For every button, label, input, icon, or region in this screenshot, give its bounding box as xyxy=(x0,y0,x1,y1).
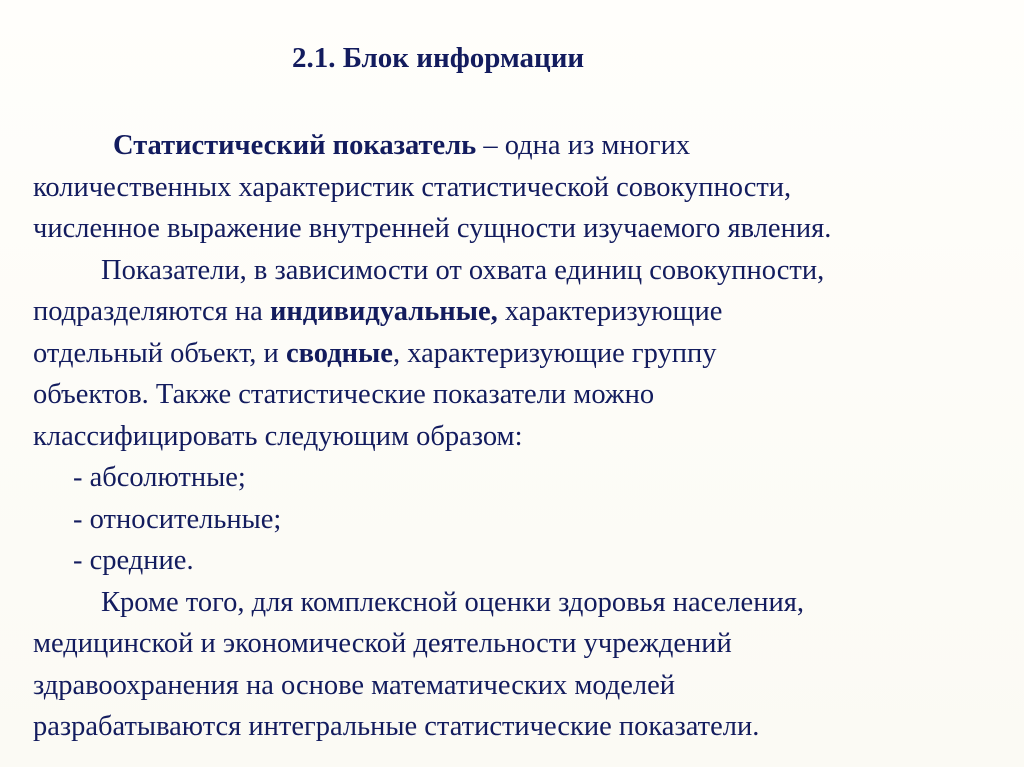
paragraph-2-line-4: объектов. Также статистические показатели можно xyxy=(33,379,655,410)
paragraph-2-line-1: Показатели, в зависимости от охвата единиц совокупности, xyxy=(101,254,825,286)
paragraph-2-line-3 xyxy=(33,333,1008,375)
paragraph-2-line-2-end: характеризующие xyxy=(497,296,723,327)
term-individual: индивидуальные, xyxy=(269,296,498,327)
paragraph-1-line-1 xyxy=(33,125,1008,167)
list-item-relative: - относительные; xyxy=(73,503,282,535)
paragraph-1-line-3: численное выражение внутренней сущности изучаемого явления. xyxy=(33,213,832,244)
slide-body xyxy=(33,125,1008,748)
paragraph-2-line-2-start: подразделяются на xyxy=(33,296,270,327)
paragraph-2-line-2 xyxy=(33,291,1008,333)
paragraph-2-line-3-start: отдельный объект, и xyxy=(33,337,286,369)
term-summary: сводные xyxy=(285,337,393,369)
paragraph-3-line-3: здравоохранения на основе математических моделей xyxy=(33,669,676,701)
paragraph-2-line-5: классифицировать следующим образом: xyxy=(33,420,523,452)
paragraph-3-line-1: Кроме того, для комплексной оценки здоровья населения, xyxy=(101,586,804,618)
paragraph-1-line-2: количественных характеристик статистической совокупности, xyxy=(33,171,792,203)
list-item-absolute: - абсолютные; xyxy=(73,462,246,493)
paragraph-1-line-1-rest: – одна из многих xyxy=(483,130,691,161)
paragraph-2-line-3-end: , характеризующие группу xyxy=(392,337,717,369)
paragraph-3-line-2: медицинской и экономической деятельности учреждений xyxy=(33,628,732,659)
slide-title: 2.1. Блок информации xyxy=(292,42,585,74)
paragraph-3-line-4: разрабатываются интегральные статистические показатели. xyxy=(33,711,760,742)
term-statistical-indicator: Статистический показатель xyxy=(113,130,484,161)
list-item-average: - средние. xyxy=(73,545,194,576)
